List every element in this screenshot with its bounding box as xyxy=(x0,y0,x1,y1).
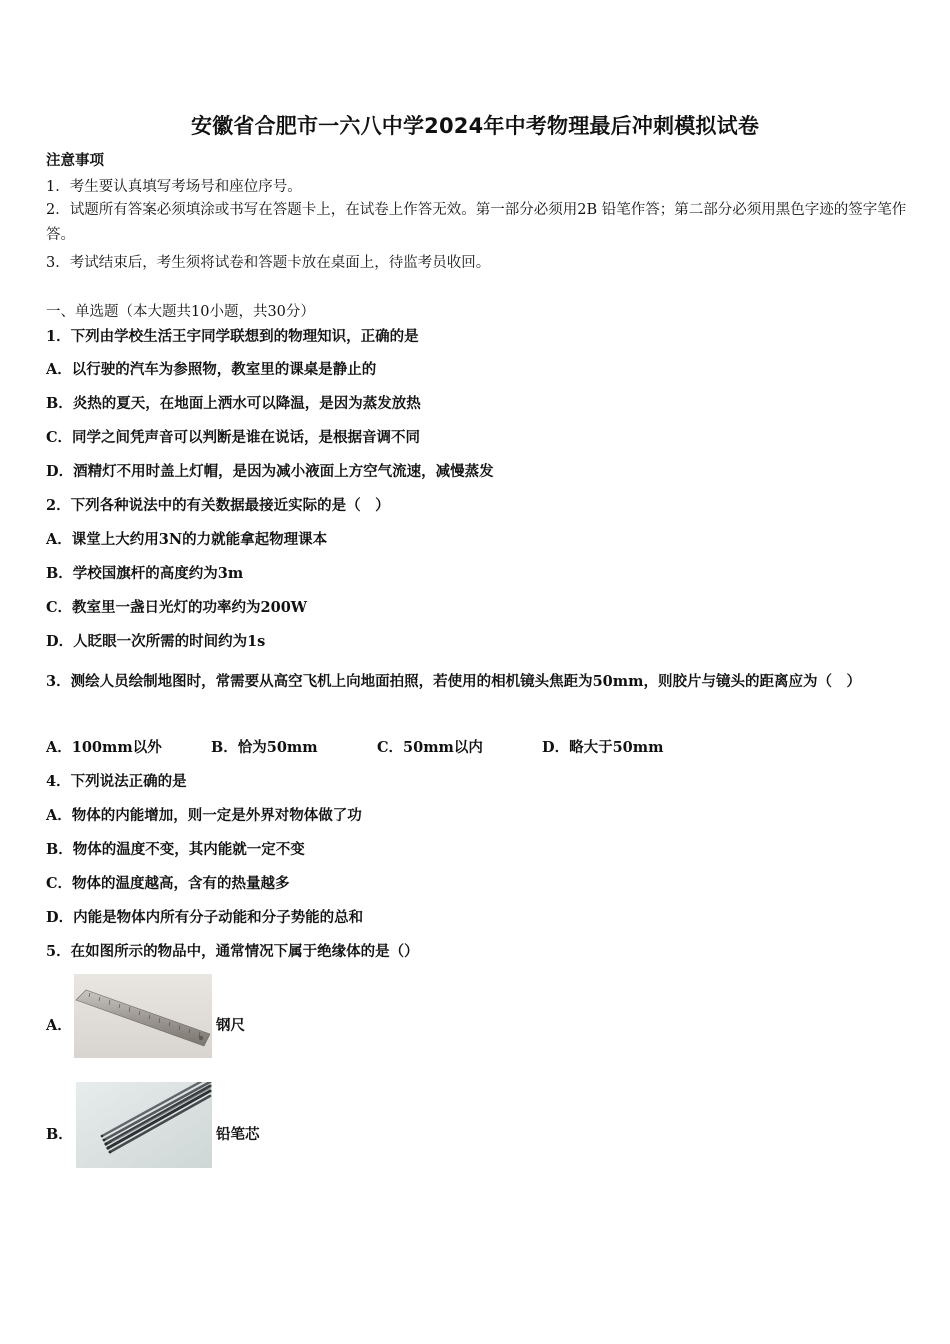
question-3-option-b: B．恰为50mm xyxy=(211,739,318,756)
question-2-option-b: B．学校国旗杆的高度约为3m xyxy=(46,565,244,582)
notice-item-2: 2．试题所有答案必须填涂或书写在答题卡上，在试卷上作答无效。第一部分必须用2B 铅笔作答；第二部分必须用黑色字迹的签字笔作答。 xyxy=(46,202,907,243)
notice-item-3: 3．考试结束后，考生须将试卷和答题卡放在桌面上，待监考员收回。 xyxy=(46,255,491,271)
question-2-option-c: C．教室里一盏日光灯的功率约为200W xyxy=(46,599,308,616)
question-3-stem: 3．测绘人员绘制地图时，常需要从高空飞机上向地面拍照，若使用的相机镜头焦距为50mm，则胶片与镜头的距离应为（ ） xyxy=(46,673,861,690)
question-4-stem: 4．下列说法正确的是 xyxy=(46,773,187,790)
question-1-option-a: A．以行驶的汽车为参照物，教室里的课桌是静止的 xyxy=(46,361,377,378)
notice-heading: 注意事项 xyxy=(46,152,104,169)
question-3-option-a: A．100mm以外 xyxy=(46,739,162,756)
question-1-stem: 1．下列由学校生活王宇同学联想到的物理知识，正确的是 xyxy=(46,328,419,345)
question-5-option-b-label: 铅笔芯 xyxy=(216,1126,260,1143)
question-4-option-d: D．内能是物体内所有分子动能和分子势能的总和 xyxy=(46,909,364,926)
steel-ruler-image xyxy=(74,974,212,1058)
question-2-option-a: A．课堂上大约用3N的力就能拿起物理课本 xyxy=(46,531,328,548)
question-1-option-d: D．酒精灯不用时盖上灯帽，是因为减小液面上方空气流速，减慢蒸发 xyxy=(46,463,494,480)
question-4-option-a: A．物体的内能增加，则一定是外界对物体做了功 xyxy=(46,807,362,824)
question-5-option-b-letter: B． xyxy=(46,1126,73,1143)
question-1-option-b: B．炎热的夏天，在地面上洒水可以降温，是因为蒸发放热 xyxy=(46,395,421,412)
question-5-option-a-label: 钢尺 xyxy=(216,1017,245,1034)
question-4-option-c: C．物体的温度越高，含有的热量越多 xyxy=(46,875,290,892)
question-4-option-b: B．物体的温度不变，其内能就一定不变 xyxy=(46,841,305,858)
section-heading: 一、单选题（本大题共10小题，共30分） xyxy=(46,304,315,320)
pencil-leads-image xyxy=(76,1082,212,1168)
question-1-option-c: C．同学之间凭声音可以判断是谁在说话，是根据音调不同 xyxy=(46,429,421,446)
exam-title: 安徽省合肥市一六八中学2024年中考物理最后冲刺模拟试卷 xyxy=(190,114,760,138)
question-2-stem: 2．下列各种说法中的有关数据最接近实际的是（ ） xyxy=(46,497,390,514)
notice-item-1: 1．考生要认真填写考场号和座位序号。 xyxy=(46,179,302,195)
question-5-option-a-letter: A． xyxy=(46,1017,72,1034)
question-2-option-d: D．人眨眼一次所需的时间约为1s xyxy=(46,633,266,650)
question-5-stem: 5．在如图所示的物品中，通常情况下属于绝缘体的是（） xyxy=(46,943,419,960)
question-3-option-c: C．50mm以内 xyxy=(377,739,483,756)
question-3-option-d: D．略大于50mm xyxy=(542,739,664,756)
